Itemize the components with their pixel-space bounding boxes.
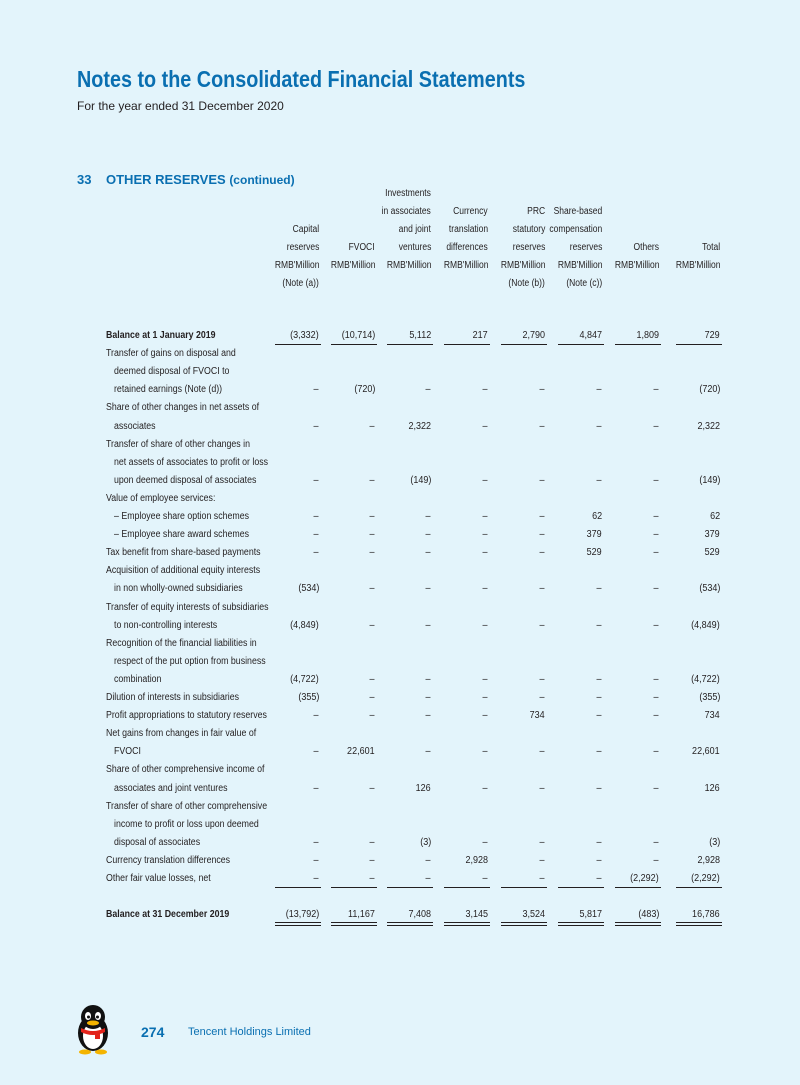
row-value: – <box>369 854 375 866</box>
column-header-line: ventures <box>398 242 431 253</box>
row-value: – <box>369 583 375 595</box>
row-value: – <box>313 420 319 432</box>
row-value: – <box>313 529 319 541</box>
row-value: – <box>653 384 659 396</box>
row-value: 1,809 <box>636 330 659 341</box>
underline-rule <box>501 887 547 888</box>
table-row <box>106 544 720 562</box>
double-underline-rule <box>275 922 321 926</box>
row-value: – <box>539 420 545 432</box>
table-row <box>106 617 720 635</box>
column-header-line: RMB'Million <box>443 260 488 271</box>
table-row <box>106 327 720 345</box>
row-label: retained earnings (Note (d)) <box>114 384 223 396</box>
row-value: – <box>653 529 659 541</box>
row-value: – <box>653 511 659 522</box>
column-header-line: (Note (a)) <box>282 278 319 289</box>
row-value: (13,792) <box>285 909 319 921</box>
row-label: Profit appropriations to statutory reserves <box>106 710 267 722</box>
row-value: – <box>313 854 319 866</box>
row-value: – <box>653 836 659 848</box>
row-value: – <box>539 746 545 758</box>
table-row <box>106 870 720 888</box>
row-value: – <box>313 836 319 848</box>
underline-rule <box>331 887 377 888</box>
row-value: – <box>369 673 375 685</box>
row-value: – <box>653 710 659 722</box>
row-value: (149) <box>698 474 720 486</box>
row-value: – <box>425 583 431 595</box>
row-value: – <box>539 873 545 884</box>
company-name: Tencent Holdings Limited <box>188 1026 311 1038</box>
row-value: – <box>539 511 545 522</box>
table-row <box>106 653 720 671</box>
row-value: – <box>482 511 488 522</box>
underline-rule <box>387 887 433 888</box>
row-value: – <box>313 873 319 884</box>
table-row <box>106 743 720 761</box>
row-label: deemed disposal of FVOCI to <box>114 366 230 378</box>
page-number: 274 <box>141 1024 165 1040</box>
column-header-line: RMB'Million <box>557 260 602 271</box>
row-label: Tax benefit from share-based payments <box>106 547 261 559</box>
row-value: (3) <box>708 836 720 848</box>
row-value: – <box>313 782 319 794</box>
table-row <box>106 363 720 381</box>
row-value: (534) <box>297 583 319 595</box>
row-value: (720) <box>353 384 375 396</box>
row-value: – <box>425 746 431 758</box>
row-value: 11,167 <box>348 909 375 921</box>
section-continued: (continued) <box>229 173 295 187</box>
row-value: 7,408 <box>408 909 431 921</box>
row-value: – <box>539 854 545 866</box>
row-value: – <box>369 474 375 486</box>
row-label: upon deemed disposal of associates <box>114 474 257 486</box>
row-value: 5,112 <box>409 330 431 341</box>
row-value: (4,722) <box>691 673 720 685</box>
column-header <box>589 203 659 293</box>
row-label: Acquisition of additional equity interests <box>106 565 261 577</box>
row-label: combination <box>114 673 162 685</box>
row-value: – <box>369 547 375 559</box>
column-header-line: translation <box>448 224 488 235</box>
row-value: – <box>313 474 319 486</box>
row-value: – <box>482 529 488 541</box>
row-value: – <box>539 529 545 541</box>
row-value: – <box>482 836 488 848</box>
column-header-line: FVOCI <box>349 242 375 253</box>
row-value: (4,849) <box>290 619 319 631</box>
row-value: 529 <box>586 547 602 559</box>
table-row <box>106 725 720 743</box>
row-value: – <box>539 384 545 396</box>
row-value: – <box>313 710 319 722</box>
table-row <box>106 580 720 598</box>
row-value: – <box>369 710 375 722</box>
table-row <box>106 399 720 417</box>
row-value: (10,714) <box>341 330 375 341</box>
row-value: 22,601 <box>347 746 375 758</box>
underline-rule <box>444 887 490 888</box>
row-value: – <box>425 873 431 884</box>
row-value: – <box>369 619 375 631</box>
column-header-line: Others <box>633 242 659 253</box>
row-value: (2,292) <box>630 873 659 884</box>
row-value: – <box>369 782 375 794</box>
table-row <box>106 562 720 580</box>
row-label: associates and joint ventures <box>114 782 228 794</box>
row-value: 62 <box>709 511 720 522</box>
row-value: – <box>482 619 488 631</box>
row-value: – <box>596 873 602 884</box>
table-row <box>106 381 720 399</box>
row-value: 2,790 <box>522 330 545 341</box>
column-header-line: and joint <box>398 224 431 235</box>
row-value: 126 <box>704 782 720 794</box>
table-row <box>106 798 720 816</box>
row-label: Balance at 1 January 2019 <box>106 330 216 341</box>
row-value: – <box>482 673 488 685</box>
row-value: – <box>539 474 545 486</box>
column-header-line: reserves <box>569 242 602 253</box>
row-value: – <box>653 420 659 432</box>
row-value: – <box>425 619 431 631</box>
table-row <box>106 418 720 436</box>
table-row <box>106 761 720 779</box>
row-value: – <box>482 746 488 758</box>
column-header-line: Capital <box>292 224 319 235</box>
row-value: – <box>425 854 431 866</box>
table-row <box>106 599 720 617</box>
row-label: Other fair value losses, net <box>106 873 211 884</box>
row-value: – <box>539 673 545 685</box>
row-value: – <box>596 710 602 722</box>
row-value: – <box>653 692 659 703</box>
row-value: – <box>313 511 319 522</box>
table-row <box>106 816 720 834</box>
column-header-line: statutory <box>512 224 545 235</box>
row-value: – <box>596 420 602 432</box>
table-row <box>106 689 720 707</box>
row-value: (2,292) <box>691 873 720 884</box>
column-header-line: reserves <box>512 242 545 253</box>
row-value: (720) <box>698 384 720 396</box>
row-value: 3,145 <box>465 909 488 921</box>
table-row <box>106 345 720 363</box>
table-row <box>106 454 720 472</box>
row-value: – <box>596 836 602 848</box>
column-header-line: (Note (b)) <box>508 278 545 289</box>
row-value: 2,928 <box>697 854 720 866</box>
row-value: 4,847 <box>579 330 602 341</box>
row-value: – <box>482 710 488 722</box>
row-value: – <box>482 583 488 595</box>
double-underline-rule <box>444 922 490 926</box>
column-header-line: RMB'Million <box>274 260 319 271</box>
row-value: 3,524 <box>522 909 545 921</box>
row-label: Share of other changes in net assets of <box>106 402 260 414</box>
row-value: 529 <box>704 547 720 559</box>
underline-rule <box>615 887 661 888</box>
row-value: (534) <box>698 583 720 595</box>
column-header-line: PRC <box>527 206 545 217</box>
row-label: Value of employee services: <box>106 492 216 504</box>
table-row <box>106 780 720 798</box>
row-value: – <box>596 692 602 703</box>
row-value: 62 <box>591 511 602 522</box>
column-header-line: Total <box>702 242 720 253</box>
page-subtitle: For the year ended 31 December 2020 <box>77 99 284 113</box>
row-value: 734 <box>529 710 545 722</box>
row-value: 217 <box>472 330 488 341</box>
row-value: 2,928 <box>465 854 488 866</box>
row-value: 2,322 <box>408 420 431 432</box>
column-header-line: RMB'Million <box>386 260 431 271</box>
table-row <box>106 834 720 852</box>
column-header <box>650 203 720 293</box>
column-header-line: RMB'Million <box>330 260 375 271</box>
row-value: – <box>425 384 431 396</box>
row-value: – <box>482 692 488 703</box>
row-value: – <box>539 619 545 631</box>
row-value: – <box>596 673 602 685</box>
row-value: – <box>482 782 488 794</box>
row-value: (355) <box>698 692 720 703</box>
row-value: (3,332) <box>290 330 319 341</box>
row-label: – Employee share option schemes <box>114 511 250 522</box>
row-label: Transfer of share of other changes in <box>106 438 250 450</box>
row-value: 126 <box>415 782 431 794</box>
row-value: 734 <box>704 710 720 722</box>
section-title: OTHER RESERVES <box>106 172 226 187</box>
page-title: Notes to the Consolidated Financial Statements <box>77 66 526 92</box>
row-value: – <box>539 583 545 595</box>
row-value: 16,786 <box>692 909 720 921</box>
row-value: – <box>369 836 375 848</box>
row-value: – <box>482 420 488 432</box>
row-value: (149) <box>409 474 431 486</box>
row-value: – <box>653 474 659 486</box>
row-value: – <box>653 782 659 794</box>
row-value: – <box>539 547 545 559</box>
table-row <box>106 508 720 526</box>
row-value: – <box>596 619 602 631</box>
row-value: – <box>369 529 375 541</box>
row-value: – <box>653 619 659 631</box>
table-row <box>106 436 720 454</box>
column-header-line: in associates <box>381 206 431 217</box>
row-value: – <box>653 854 659 866</box>
row-label: respect of the put option from business <box>114 655 266 667</box>
row-value: – <box>313 547 319 559</box>
row-value: 22,601 <box>692 746 720 758</box>
row-label: to non-controlling interests <box>114 619 218 631</box>
row-value: – <box>653 583 659 595</box>
row-label: associates <box>114 420 156 432</box>
table-row <box>106 635 720 653</box>
table-row <box>106 852 720 870</box>
column-header-line: Investments <box>385 188 431 199</box>
row-value: (4,722) <box>290 673 319 685</box>
row-label: Share of other comprehensive income of <box>106 764 265 776</box>
row-label: Balance at 31 December 2019 <box>106 909 230 921</box>
double-underline-rule <box>387 922 433 926</box>
row-value: – <box>596 384 602 396</box>
double-underline-rule <box>331 922 377 926</box>
row-value: – <box>653 547 659 559</box>
row-value: – <box>653 673 659 685</box>
row-value: – <box>482 547 488 559</box>
row-value: – <box>369 420 375 432</box>
row-value: – <box>369 873 375 884</box>
row-value: (3) <box>419 836 431 848</box>
row-value: – <box>596 474 602 486</box>
double-underline-rule <box>558 922 604 926</box>
row-value: – <box>369 692 375 703</box>
column-header-line: differences <box>446 242 488 253</box>
penguin-logo-icon <box>73 1003 113 1055</box>
row-label: Transfer of equity interests of subsidiaries <box>106 601 269 613</box>
row-value: – <box>596 746 602 758</box>
row-value: – <box>313 384 319 396</box>
row-value: – <box>539 782 545 794</box>
row-value: – <box>482 873 488 884</box>
row-value: – <box>482 384 488 396</box>
row-label: Transfer of share of other comprehensive <box>106 800 268 812</box>
row-value: – <box>425 710 431 722</box>
row-label: Dilution of interests in subsidiaries <box>106 692 240 703</box>
row-label: Net gains from changes in fair value of <box>106 728 257 740</box>
row-value: – <box>482 474 488 486</box>
row-label: – Employee share award schemes <box>114 529 250 541</box>
row-value: (355) <box>297 692 319 703</box>
row-label: FVOCI <box>114 746 141 758</box>
column-header-line: RMB'Million <box>614 260 659 271</box>
column-header-line: (Note (c)) <box>566 278 602 289</box>
row-value: 379 <box>704 529 720 541</box>
underline-rule <box>676 887 722 888</box>
table-row <box>106 671 720 689</box>
column-header-line: RMB'Million <box>500 260 545 271</box>
row-value: – <box>596 854 602 866</box>
row-value: 379 <box>586 529 602 541</box>
column-header-line: reserves <box>286 242 319 253</box>
row-value: 729 <box>704 330 720 341</box>
column-header-line: RMB'Million <box>675 260 720 271</box>
row-label: in non wholly-owned subsidiaries <box>114 583 243 595</box>
table-row <box>106 707 720 725</box>
row-value: – <box>596 583 602 595</box>
row-label: Currency translation differences <box>106 854 231 866</box>
column-header-line: compensation <box>549 224 602 235</box>
table-row <box>106 490 720 508</box>
underline-rule <box>558 887 604 888</box>
row-label: disposal of associates <box>114 836 201 848</box>
row-value: (483) <box>637 909 659 921</box>
underline-rule <box>275 887 321 888</box>
row-label: income to profit or loss upon deemed <box>114 818 259 830</box>
row-label: net assets of associates to profit or loss <box>114 456 269 468</box>
row-value: 5,817 <box>579 909 602 921</box>
section-heading <box>77 172 295 187</box>
double-underline-rule <box>676 922 722 926</box>
row-value: – <box>653 746 659 758</box>
section-number: 33 <box>77 172 92 187</box>
row-label: Recognition of the financial liabilities in <box>106 637 257 649</box>
column-header-line: Currency <box>453 206 488 217</box>
row-value: – <box>425 673 431 685</box>
row-value: – <box>313 746 319 758</box>
double-underline-rule <box>501 922 547 926</box>
row-value: (4,849) <box>691 619 720 631</box>
row-value: – <box>596 782 602 794</box>
row-label: Transfer of gains on disposal and <box>106 348 236 360</box>
row-value: – <box>539 692 545 703</box>
row-value: 2,322 <box>697 420 720 432</box>
double-underline-rule <box>615 922 661 926</box>
table-row <box>106 472 720 490</box>
row-value: – <box>539 836 545 848</box>
row-value: – <box>425 692 431 703</box>
table-row <box>106 526 720 544</box>
column-header-line: Share-based <box>553 206 602 217</box>
row-value: – <box>425 529 431 541</box>
row-value: – <box>369 511 375 522</box>
row-value: – <box>425 511 431 522</box>
row-value: – <box>425 547 431 559</box>
